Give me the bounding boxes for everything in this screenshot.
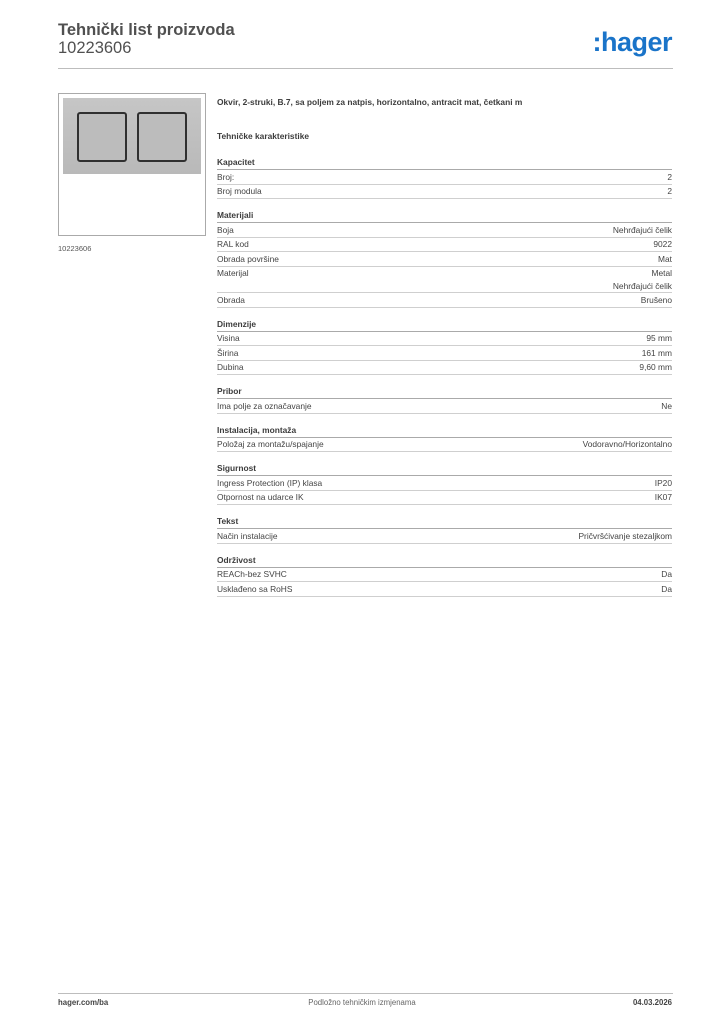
spec-label: REACh-bez SVHC <box>217 569 287 579</box>
spec-section-title: Dimenzije <box>217 318 672 332</box>
spec-label: Ingress Protection (IP) klasa <box>217 477 323 488</box>
spec-label: Položaj za montažu/spajanje <box>217 439 324 449</box>
spec-section <box>217 424 672 453</box>
spec-value <box>613 267 672 292</box>
spec-value <box>653 238 672 251</box>
spec-label: Obrada <box>217 294 245 305</box>
spec-value-line: Nehrđajući čelik <box>612 224 672 235</box>
spec-label: Visina <box>217 333 240 343</box>
spec-value-line: Metal <box>651 268 672 278</box>
footer-date: 04.03.2026 <box>632 998 672 1007</box>
spec-row <box>217 476 672 491</box>
spec-value-line: 161 mm <box>641 347 672 358</box>
footer-divider <box>58 993 673 994</box>
spec-value <box>667 171 672 184</box>
spec-value-line: Da <box>661 569 672 579</box>
spec-table <box>217 146 672 597</box>
spec-row <box>217 568 672 583</box>
hager-logo: :hager <box>592 27 672 57</box>
spec-section <box>217 515 672 544</box>
spec-value-line: Ne <box>661 400 672 411</box>
spec-label: Broj: <box>217 171 235 182</box>
spec-section-title: Instalacija, montaža <box>217 424 672 438</box>
tech-specs-heading: Tehničke karakteristike <box>217 131 310 141</box>
spec-value <box>661 583 672 596</box>
spec-value-line: 95 mm <box>646 333 672 343</box>
spec-section <box>217 462 672 505</box>
spec-row <box>217 491 672 506</box>
spec-value-line: 2 <box>667 186 672 196</box>
frame-opening-right <box>137 112 187 162</box>
spec-value <box>583 438 672 451</box>
spec-value <box>658 253 672 266</box>
product-code: 10223606 <box>58 39 132 57</box>
spec-row <box>217 399 672 414</box>
spec-value-line: Vodoravno/Horizontalno <box>582 439 672 449</box>
spec-value <box>655 491 672 504</box>
footer-website: hager.com/ba <box>58 998 109 1007</box>
spec-label: Širina <box>217 347 239 358</box>
spec-row <box>217 438 672 453</box>
spec-row <box>217 170 672 185</box>
footer-notice: Podložno tehničkim izmjenama <box>308 998 416 1007</box>
spec-section <box>217 385 672 414</box>
spec-section <box>217 554 672 597</box>
spec-row <box>217 223 672 238</box>
spec-label: Dubina <box>217 362 244 372</box>
spec-section-title: Kapacitet <box>217 156 672 170</box>
spec-value <box>667 185 672 198</box>
spec-value-line: Pričvršćivanje stezaljkom <box>578 530 672 541</box>
spec-label: Ima polje za označavanje <box>217 400 312 411</box>
spec-value-line: Da <box>661 583 672 594</box>
spec-label: Materijal <box>217 268 249 278</box>
spec-label: Usklađeno sa RoHS <box>217 583 293 594</box>
spec-value <box>642 347 672 360</box>
product-description: Okvir, 2-struki, B.7, sa poljem za natpis, horizontalno, antracit mat, četkani m <box>217 97 523 107</box>
spec-row <box>217 529 672 544</box>
spec-value <box>661 400 672 413</box>
spec-label: Boja <box>217 224 234 235</box>
spec-section-title: Pribor <box>217 385 672 399</box>
spec-value-line: 9,60 mm <box>639 362 672 372</box>
header-divider <box>58 68 673 69</box>
double-frame-image <box>63 98 201 174</box>
spec-value <box>639 361 672 374</box>
spec-value <box>655 477 672 490</box>
spec-row <box>217 582 672 597</box>
spec-section <box>217 318 672 376</box>
page-title: Tehnički list proizvoda <box>58 21 235 39</box>
spec-row <box>217 252 672 267</box>
spec-label: Način instalacije <box>217 530 278 541</box>
spec-row <box>217 361 672 376</box>
spec-value <box>661 568 672 581</box>
spec-value <box>613 224 672 237</box>
spec-value <box>578 530 672 543</box>
spec-row <box>217 346 672 361</box>
spec-section-title: Tekst <box>217 515 672 529</box>
spec-section-title: Materijali <box>217 209 672 223</box>
spec-section <box>217 156 672 199</box>
spec-section <box>217 209 672 308</box>
spec-value-line: Brušeno <box>640 294 672 305</box>
image-caption: 10223606 <box>58 244 92 253</box>
spec-row <box>217 293 672 308</box>
spec-row <box>217 332 672 347</box>
spec-label: Broj modula <box>217 186 262 196</box>
spec-row <box>217 185 672 200</box>
spec-row <box>217 267 672 294</box>
product-image-box <box>58 93 206 236</box>
spec-value-line: Mat <box>658 253 672 264</box>
spec-section-title: Sigurnost <box>217 462 672 476</box>
frame-opening-left <box>77 112 127 162</box>
spec-value-line: 2 <box>667 171 672 182</box>
spec-label: RAL kod <box>217 239 249 249</box>
spec-section-title: Održivost <box>217 554 672 568</box>
spec-label: Obrada površine <box>217 253 279 264</box>
spec-value-line: IK07 <box>654 492 672 502</box>
spec-label: Otpornost na udarce IK <box>217 492 304 502</box>
spec-value-line: Nehrđajući čelik <box>612 280 672 291</box>
spec-row <box>217 238 672 253</box>
spec-value <box>641 294 672 307</box>
spec-value-line: 9022 <box>653 239 672 249</box>
spec-value <box>646 332 672 345</box>
spec-value-line: IP20 <box>654 477 672 488</box>
